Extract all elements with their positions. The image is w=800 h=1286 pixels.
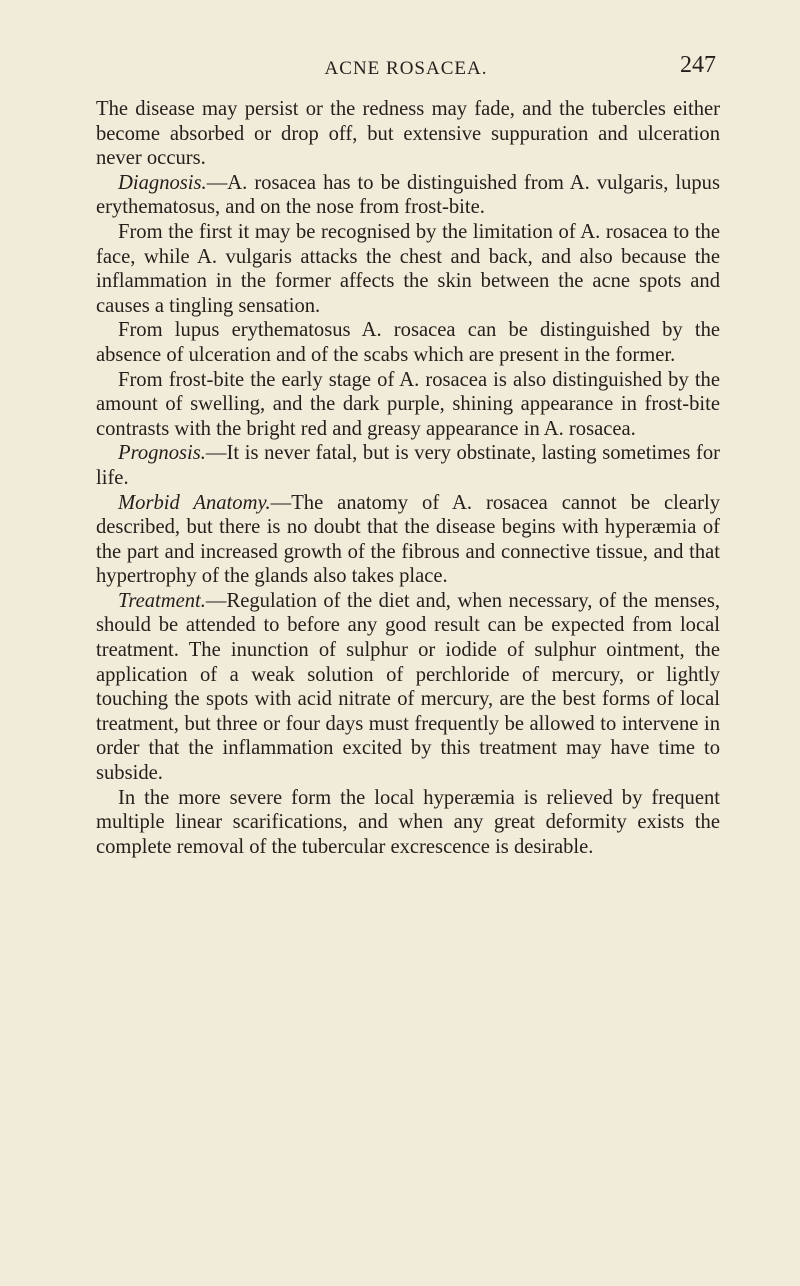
section-heading-prognosis: Prognosis. [118,442,206,465]
running-head [96,50,716,82]
paragraph-frost-bite [96,368,720,442]
paragraph-treatment [96,589,720,786]
paragraph-text: From frost-bite the early stage of A. rosacea is also distinguished by the amount of swelling, and the dark purple, shining appearance in frost-bite contrasts with the bright red and greasy appearance in A. rosacea. [96,368,720,440]
paragraph-morbid-anatomy [96,491,720,589]
paragraph-text: —A. rosacea has to be distinguished from A. vulgaris, lupus erythematosus, and on the nose from frost-bite. [96,171,720,219]
paragraph-diagnosis [96,171,720,220]
paragraph-text: —It is never fatal, but is very obstinate, lasting sometimes for life. [96,442,720,489]
section-heading-morbid-anatomy: Morbid Anatomy. [118,491,271,514]
paragraph-text: —The anatomy of A. rosacea cannot be clearly described, but there is no doubt that the disease begins with hyperæmia of the part and increased growth of the fibrous and connective tissue, and that hypertrophy of the glands also takes place. [96,491,720,588]
section-heading-treatment: Treatment. [118,589,206,612]
paragraph-text: From lupus erythematosus A. rosacea can be distinguished by the absence of ulceration and of the scabs which are present in the former. [96,319,720,366]
paragraph-vulgaris [96,220,720,318]
paragraph-lupus [96,318,720,367]
paragraph-persistence [96,97,720,171]
paragraph-text: From the first it may be recognised by the limitation of A. rosacea to the face, while A. vulgaris attacks the chest and back, and also because the inflammation in the former affects the skin between the acne spots and causes a tingling sensation. [96,220,720,317]
paragraph-severe-form [96,786,720,860]
section-heading-diagnosis: Diagnosis. [118,171,207,194]
paragraph-text: —Regulation of the diet and, when necessary, of the menses, should be attended to before any good result can be expected from local treatment. The inunction of sulphur or iodide of sulphur ointment, the application of a weak solution of perchloride of mercury, or lightly touching the spots with acid nitrate of mercury, are the best forms of local treatment, but three or four days must frequently be allowed to intervene in order that the inflammation excited by this treatment may have time to subside. [96,589,720,785]
paragraph-prognosis [96,441,720,490]
page-number: 247 [680,52,716,78]
paragraph-text: The disease may persist or the redness may fade, and the tubercles either become absorbed or drop off, but extensive suppuration and ulceration never occurs. [96,98,720,170]
paragraph-text: In the more severe form the local hyperæmia is relieved by frequent multiple linear scarifications, and when any great deformity exists the complete removal of the tubercular excrescence is desirable. [96,786,720,858]
running-title: ACNE ROSACEA. [324,58,488,79]
body-text [96,97,720,859]
